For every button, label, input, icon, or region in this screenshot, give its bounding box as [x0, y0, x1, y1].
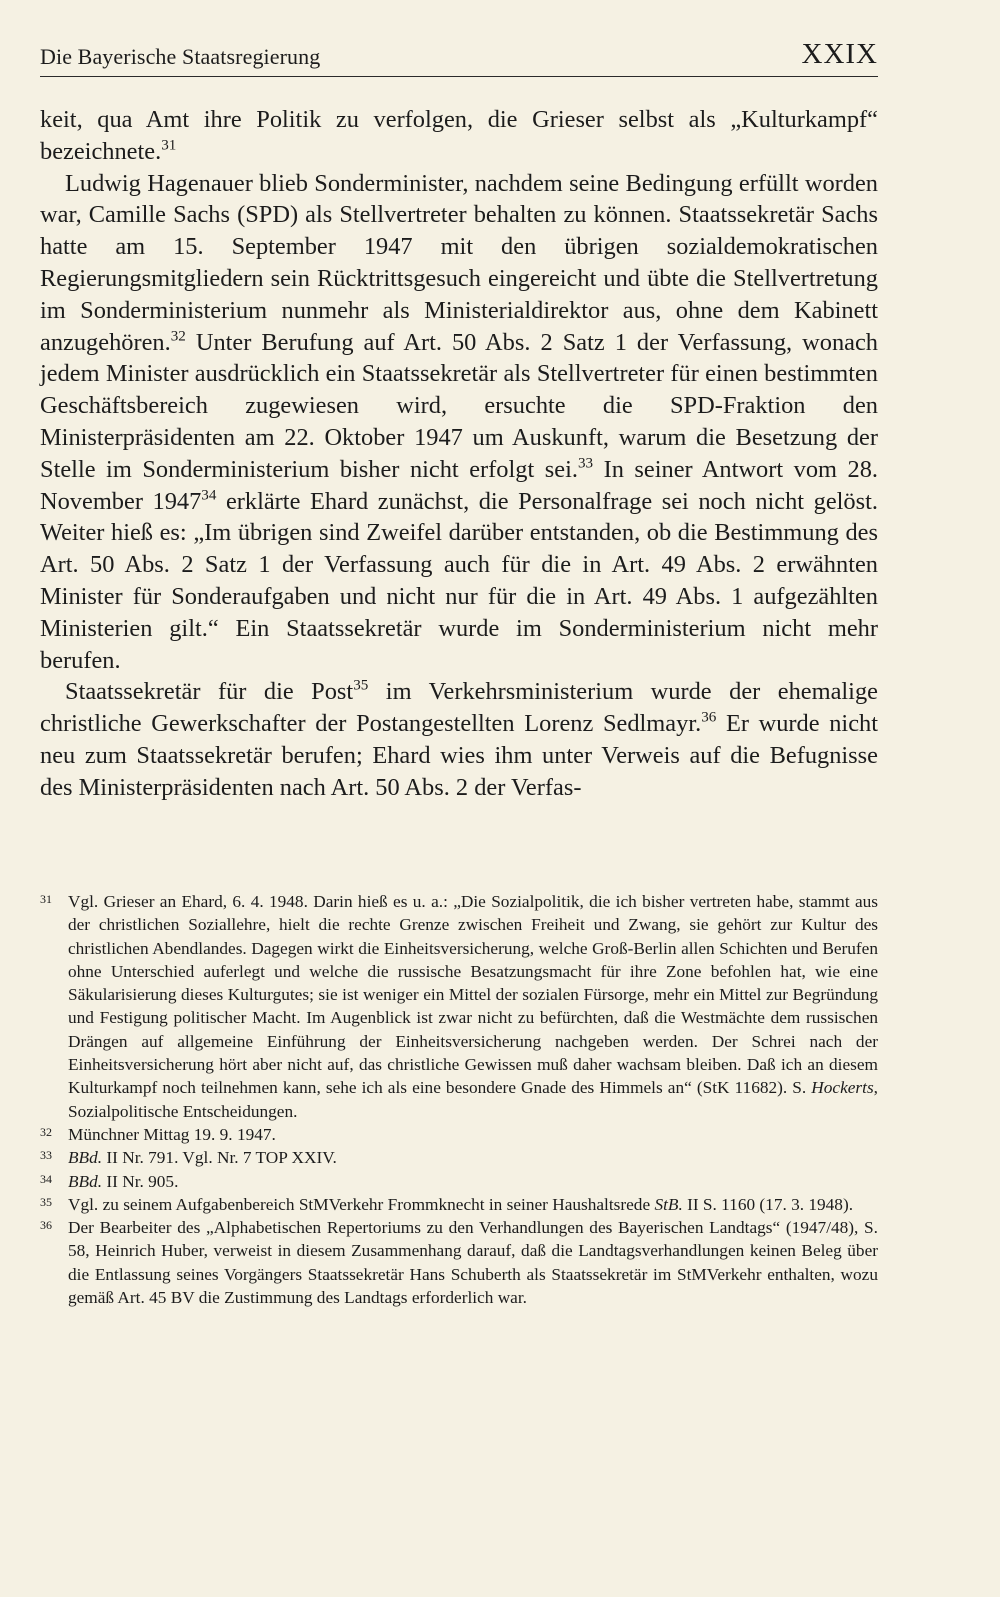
footnote-36-text: Der Bearbeiter des „Alphabetischen Repertoriums zu den Verhandlungen des Bayerischen Landtags“ (1947/48), S. 58, Heinrich Huber, verweist in diesem Zusammenhang darauf, daß die Landtagsverhandlungen keinen Beleg über die Entlassung seines Vorgängers Staatssekretär Hans Schuberth als Staatssekretär im StMVerkehr enthalten, wozu gemäß Art. 45 BV die Zustimmung des Landtags erforderlich war.	[68, 1218, 878, 1308]
footnote-34-source: BBd.	[68, 1171, 103, 1191]
footnote-35	[40, 1193, 878, 1216]
footnote-ref-35: 35	[353, 677, 369, 694]
footnote-number: 32	[40, 1124, 52, 1139]
paragraph-3-text-a: Staatssekretär für die Post	[65, 678, 354, 706]
footnote-35-source: StB.	[654, 1194, 683, 1214]
footnote-32-text: Münchner Mittag 19. 9. 1947.	[68, 1124, 276, 1144]
footnote-34-text: II Nr. 905.	[102, 1171, 179, 1191]
footnote-34	[40, 1170, 878, 1193]
running-head-title: Die Bayerische Staatsregierung	[40, 44, 321, 69]
footnote-31-text-a: Vgl. Grieser an Ehard, 6. 4. 1948. Darin hieß es u. a.: „Die Sozialpolitik, die ich bisher vertreten habe, stammt aus der christlichen Soziallehre, hielt die rechte Grenze zwischen Freiheit und Zwang, sie gehört zur Kultur des christlichen Abendlandes. Dagegen wirkt die Einheitsversicherung, welche Groß-Berlin allen Schichten und Berufen ohne Unterschied auferlegt und welche die russische Besatzungsmacht für ihre Zone befohlen hat, wie eine Säkularisierung dieses Kulturgutes; sie ist weniger ein Mittel der sozialen Fürsorge, mehr ein Mittel zur Begründung und Festigung politischer Macht. Im Augenblick ist zwar nicht zu befürchten, daß die Westmächte dem russischen Drängen auf allgemeine Einführung der Einheitsversicherung nachgeben werden. Der Schrei nach der Einheitsversicherung hört aber nicht auf, das christliche Gewissen muß daher wachsam bleiben. Daß ich an diesem Kulturkampf noch teilnehmen kann, sehe ich als eine besondere Gnade des Himmels an“ (StK 11682). S.	[68, 892, 878, 1098]
footnote-number: 33	[40, 1148, 52, 1163]
footnote-ref-31: 31	[161, 137, 177, 154]
paragraph-3-text-c: Er wurde nicht neu zum Staatssekretär berufen; Ehard wies ihm unter Verweis auf die Befugnisse des Ministerpräsidenten nach Art. 50 Abs. 2 der Verfas-	[40, 710, 878, 801]
footnote-31-text-b: , Sozialpolitische Entscheidungen.	[68, 1078, 878, 1121]
paragraph-2-text-b: Unter Berufung auf Art. 50 Abs. 2 Satz 1 der Verfassung, wonach jedem Minister ausdrücklich ein Staatssekretär als Stellvertreter für einen bestimmten Geschäftsbereich zugewiesen wird, ersuchte die SPD-Fraktion den Ministerpräsidenten am 22. Oktober 1947 um Auskunft, warum die Besetzung der Stelle im Sonderministerium bisher nicht erfolgt sei.	[40, 328, 878, 483]
footnotes	[40, 890, 878, 1309]
footnote-32	[40, 1123, 878, 1146]
footnote-35-text-a: Vgl. zu seinem Aufgabenbereich StMVerkehr Frommknecht in seiner Haushaltsrede	[68, 1194, 655, 1214]
footnote-33-source: BBd.	[68, 1148, 103, 1168]
footnote-ref-33: 33	[577, 455, 594, 472]
footnote-33	[40, 1146, 878, 1169]
paragraph-2-text-a: Ludwig Hagenauer blieb Sonderminister, nachdem seine Bedingung erfüllt worden war, Camille Sachs (SPD) als Stellvertreter behalten zu können. Staatssekretär Sachs hatte am 15. September 1947 mit den übrigen sozialdemokratischen Regierungsmitgliedern sein Rücktrittsgesuch eingereicht und übte die Stellvertretung im Sonderministerium nunmehr als Ministerialdirektor aus, ohne dem Kabinett anzugehören.	[40, 169, 878, 356]
footnote-ref-32: 32	[170, 328, 186, 345]
footnote-31-author: Hockerts	[811, 1078, 874, 1098]
footnote-number: 34	[40, 1171, 52, 1186]
paragraph-1	[40, 104, 878, 168]
paragraph-3	[40, 676, 878, 803]
running-head	[40, 38, 878, 77]
main-text	[40, 104, 878, 804]
paragraph-3-text-b: im Verkehrsministerium wurde der ehemalige christliche Gewerkschafter der Postangestellten Lorenz Sedlmayr.	[40, 678, 878, 738]
footnote-33-text: II Nr. 791. Vgl. Nr. 7 TOP XXIV.	[102, 1148, 337, 1168]
paragraph-2	[40, 168, 878, 677]
paragraph-1-text: keit, qua Amt ihre Politik zu verfolgen, die Grieser selbst als „Kulturkampf“ bezeichnete.	[40, 106, 878, 165]
footnote-35-text-b: II S. 1160 (17. 3. 1948).	[682, 1194, 854, 1214]
footnote-ref-36: 36	[701, 709, 717, 726]
footnote-number: 31	[40, 892, 52, 906]
footnote-31	[40, 890, 878, 1123]
paragraph-2-text-c: In seiner Antwort vom 28. November 1947	[40, 455, 878, 515]
page-number: XXIX	[801, 38, 878, 70]
footnote-36	[40, 1216, 878, 1309]
footnote-number: 35	[40, 1194, 52, 1209]
footnote-number: 36	[40, 1218, 52, 1233]
paragraph-2-text-d: erklärte Ehard zunächst, die Personalfrage sei noch nicht gelöst. Weiter hieß es: „Im übrigen sind Zweifel darüber entstanden, ob die Bestimmung des Art. 50 Abs. 2 Satz 1 der Verfassung auch für die in Art. 49 Abs. 2 erwähnten Minister für Sonderaufgaben und nicht nur für die in Art. 49 Abs. 1 aufgezählten Ministerien gilt.“ Ein Staatssekretär wurde im Sonderministerium nicht mehr berufen.	[40, 487, 878, 674]
footnote-ref-34: 34	[201, 487, 217, 504]
